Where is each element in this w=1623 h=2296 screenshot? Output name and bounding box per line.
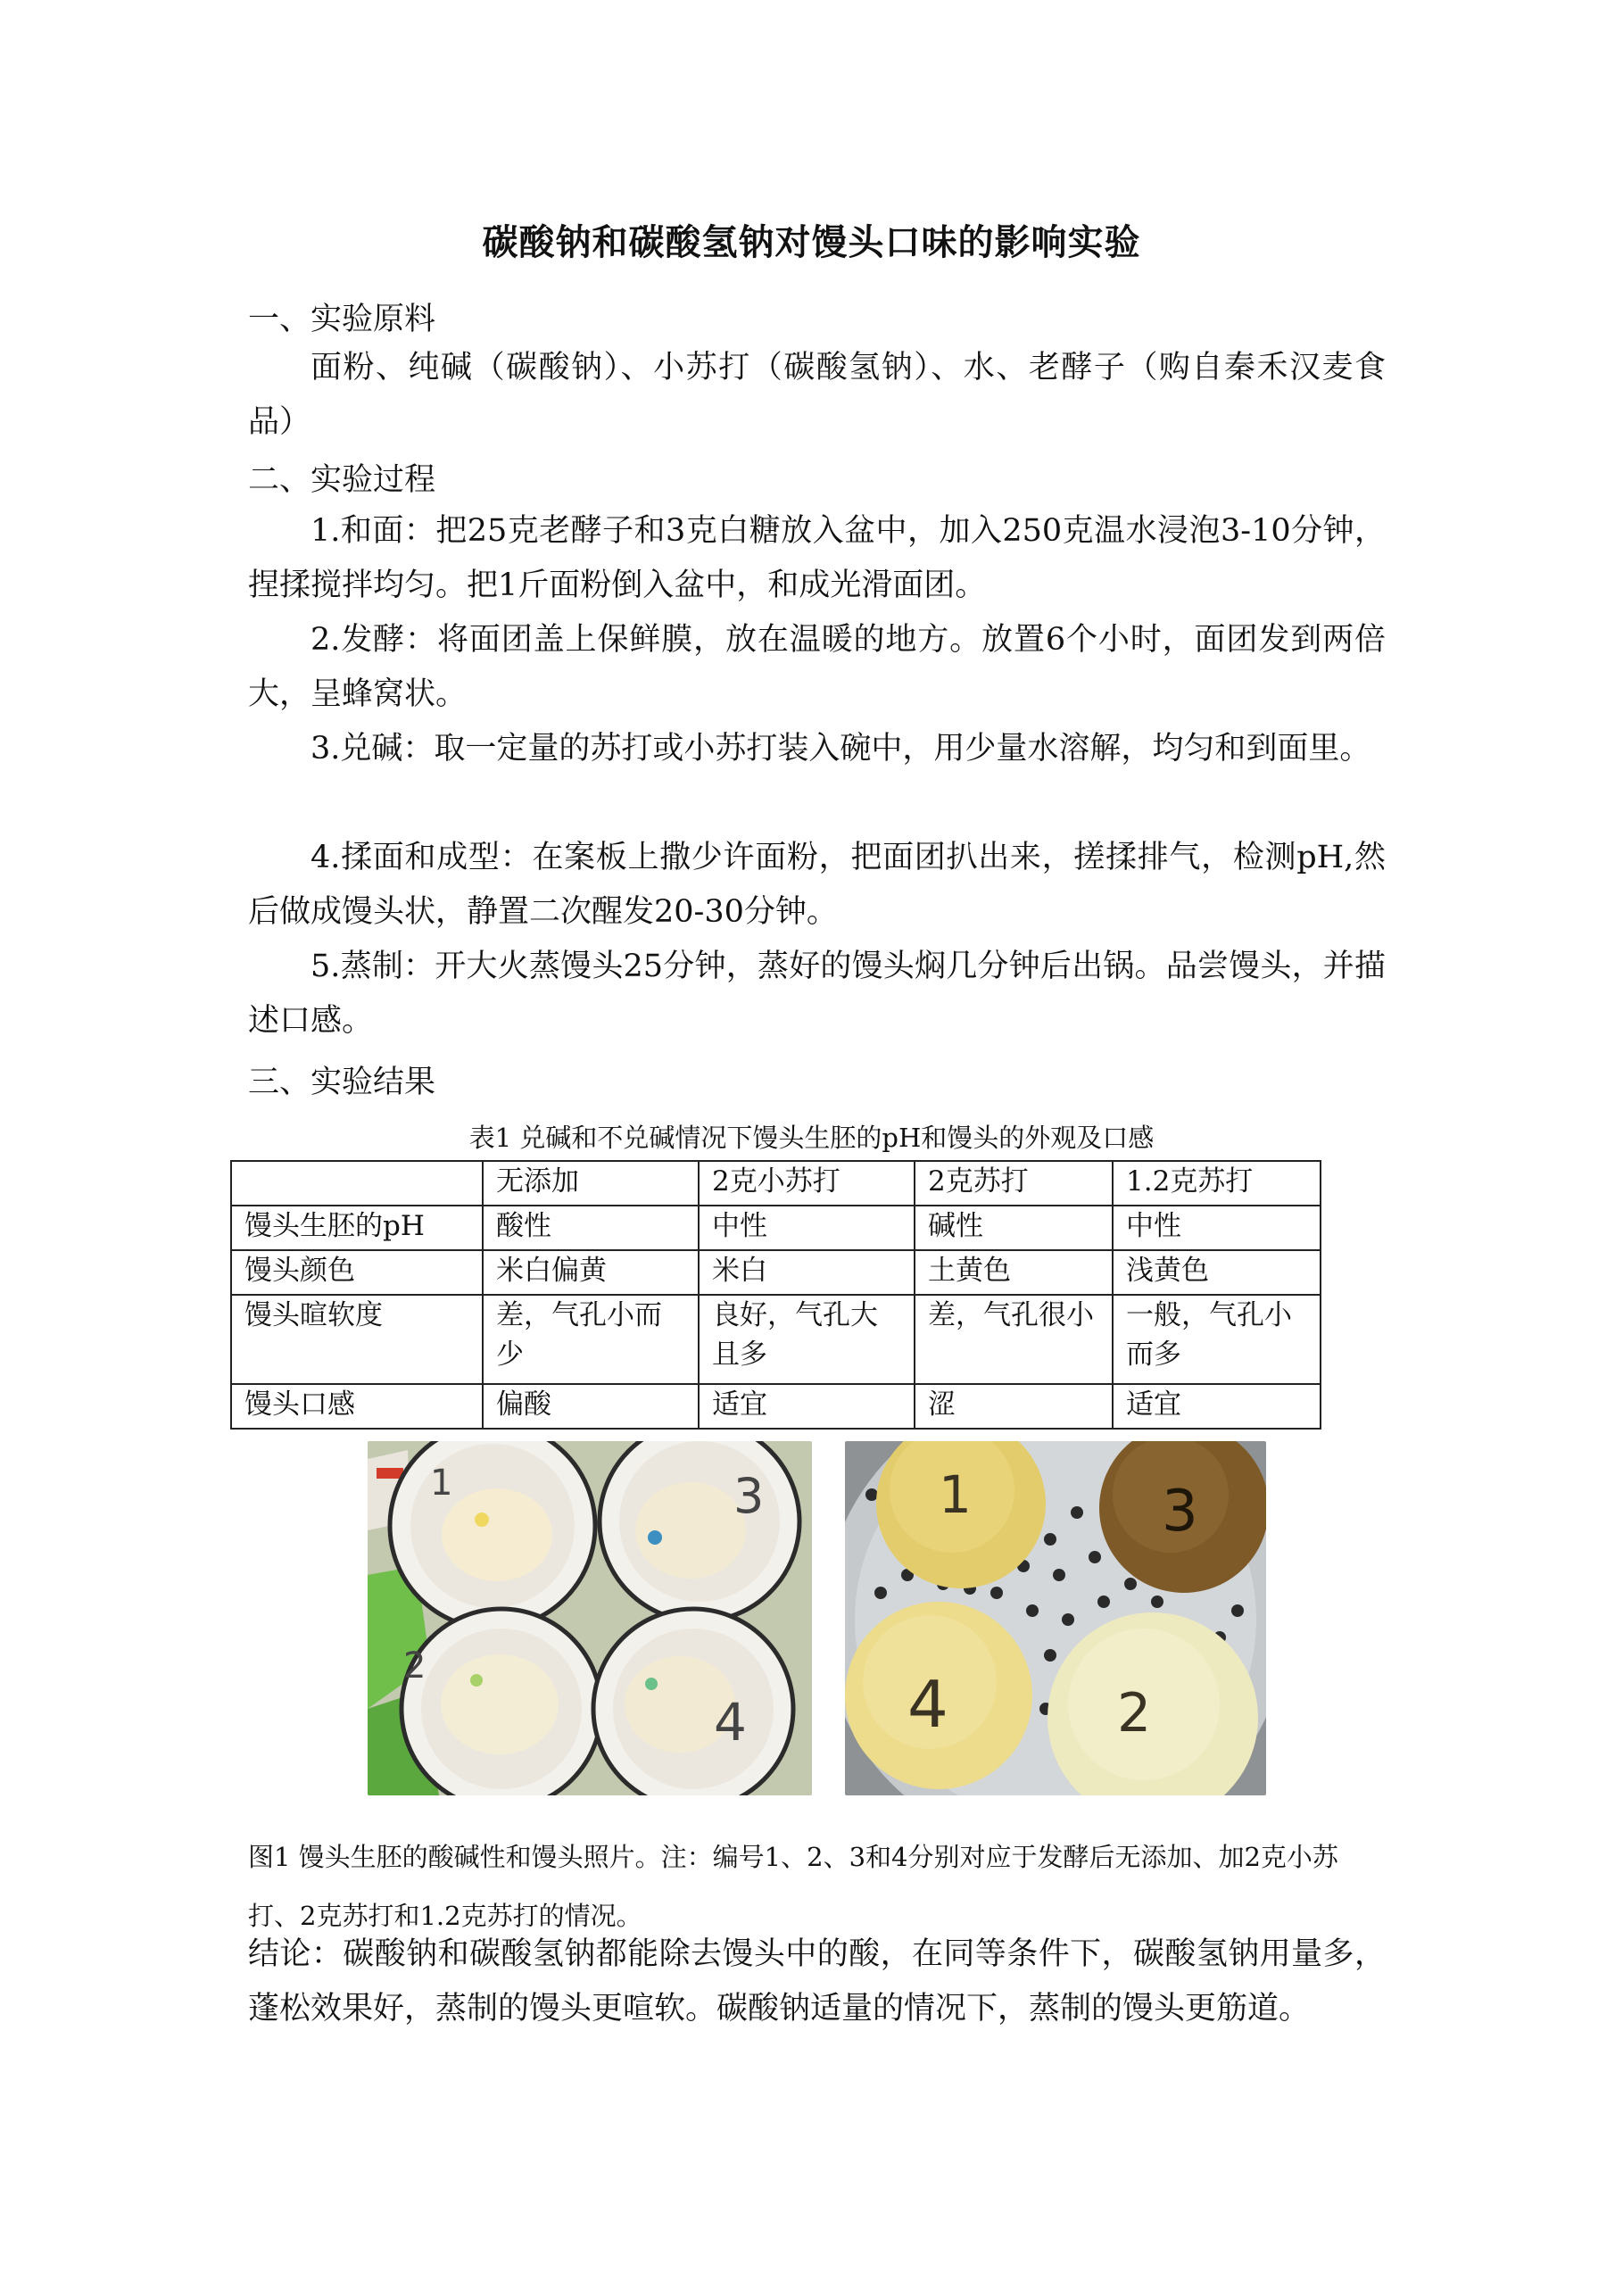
table-cell: 一般，气孔小而多 — [1113, 1295, 1321, 1384]
steamed-buns-illustration — [845, 1441, 1266, 1795]
table-header-cell — [231, 1161, 483, 1206]
table-cell: 适宜 — [1113, 1384, 1321, 1429]
table-cell: 馒头口感 — [231, 1384, 483, 1429]
section-heading-results: 三、实验结果 — [248, 1065, 436, 1100]
table-cell: 涩 — [915, 1384, 1113, 1429]
table-row — [231, 1206, 1321, 1250]
bowl-label: 2 — [403, 1645, 426, 1687]
process-step-2: 2.发酵：将面团盖上保鲜膜，放在温暖的地方。放置6个小时，面团发到两倍大，呈蜂窝状。 — [248, 622, 1386, 712]
table-header-row — [231, 1161, 1321, 1206]
table-header-cell: 1.2克苏打 — [1113, 1161, 1321, 1206]
process-step-1: 1.和面：把25克老酵子和3克白糖放入盆中，加入250克温水浸泡3-10分钟，捏揉搅拌均匀。把1斤面粉倒入盆中，和成光滑面团。 — [248, 513, 1386, 603]
table-cell: 偏酸 — [483, 1384, 699, 1429]
bowl-label: 1 — [430, 1463, 453, 1504]
table-cell: 良好，气孔大且多 — [699, 1295, 915, 1384]
document-title: 碳酸钠和碳酸氢钠对馒头口味的影响实验 — [482, 221, 1141, 263]
materials-text: 面粉、纯碱（碳酸钠）、小苏打（碳酸氢钠）、水、老酵子（购自秦禾汉麦食品） — [248, 350, 1386, 440]
table-cell: 中性 — [699, 1206, 915, 1250]
section-heading-process: 二、实验过程 — [248, 462, 436, 498]
process-step-5: 5.蒸制：开大火蒸馒头25分钟，蒸好的馒头焖几分钟后出锅。品尝馒头，并描述口感。 — [248, 949, 1386, 1039]
process-step-4: 4.揉面和成型：在案板上撒少许面粉，把面团扒出来，搓揉排气，检测pH,然后做成馒头状，静置二次醒发20-30分钟。 — [248, 840, 1386, 930]
steamed-buns-photo — [845, 1441, 1266, 1795]
table-caption: 表1 兑碱和不兑碱情况下馒头生胚的pH和馒头的外观及口感 — [468, 1123, 1155, 1153]
dough-bowls-photo — [368, 1441, 812, 1795]
table-header-cell: 2克小苏打 — [699, 1161, 915, 1206]
table-cell: 酸性 — [483, 1206, 699, 1250]
bowl-label: 4 — [714, 1692, 747, 1753]
figure-caption: 图1 馒头生胚的酸碱性和馒头照片。注：编号1、2、3和4分别对应于发酵后无添加、加2克小苏打、2克苏打和1.2克苏打的情况。 — [248, 1842, 1338, 1931]
bun-label: 4 — [907, 1667, 948, 1742]
table-cell: 差，气孔很小 — [915, 1295, 1113, 1384]
table-cell: 适宜 — [699, 1384, 915, 1429]
bun-label: 3 — [1162, 1479, 1198, 1545]
table-cell: 馒头暄软度 — [231, 1295, 483, 1384]
table-cell: 浅黄色 — [1113, 1250, 1321, 1295]
table-row — [231, 1384, 1321, 1429]
conclusion-text: 结论：碳酸钠和碳酸氢钠都能除去馒头中的酸，在同等条件下，碳酸氢钠用量多，蓬松效果好，蒸制的馒头更喧软。碳酸钠适量的情况下，蒸制的馒头更筋道。 — [248, 1936, 1386, 2027]
dough-bowls-illustration — [368, 1441, 812, 1795]
table-cell: 中性 — [1113, 1206, 1321, 1250]
table-cell: 土黄色 — [915, 1250, 1113, 1295]
table-cell: 米白 — [699, 1250, 915, 1295]
table-cell: 馒头生胚的pH — [231, 1206, 483, 1250]
table-header-cell: 2克苏打 — [915, 1161, 1113, 1206]
table-cell: 差，气孔小而少 — [483, 1295, 699, 1384]
process-step-3: 3.兑碱：取一定量的苏打或小苏打装入碗中，用少量水溶解，均匀和到面里。 — [311, 731, 1371, 767]
table-header-cell: 无添加 — [483, 1161, 699, 1206]
table-cell: 米白偏黄 — [483, 1250, 699, 1295]
table-row — [231, 1250, 1321, 1295]
section-heading-materials: 一、实验原料 — [248, 302, 436, 337]
results-table — [230, 1160, 1321, 1430]
bowl-label: 3 — [733, 1468, 765, 1524]
table-cell: 馒头颜色 — [231, 1250, 483, 1295]
bun-label: 1 — [939, 1464, 972, 1525]
bun-label: 2 — [1117, 1682, 1152, 1745]
table-row — [231, 1295, 1321, 1384]
table-cell: 碱性 — [915, 1206, 1113, 1250]
